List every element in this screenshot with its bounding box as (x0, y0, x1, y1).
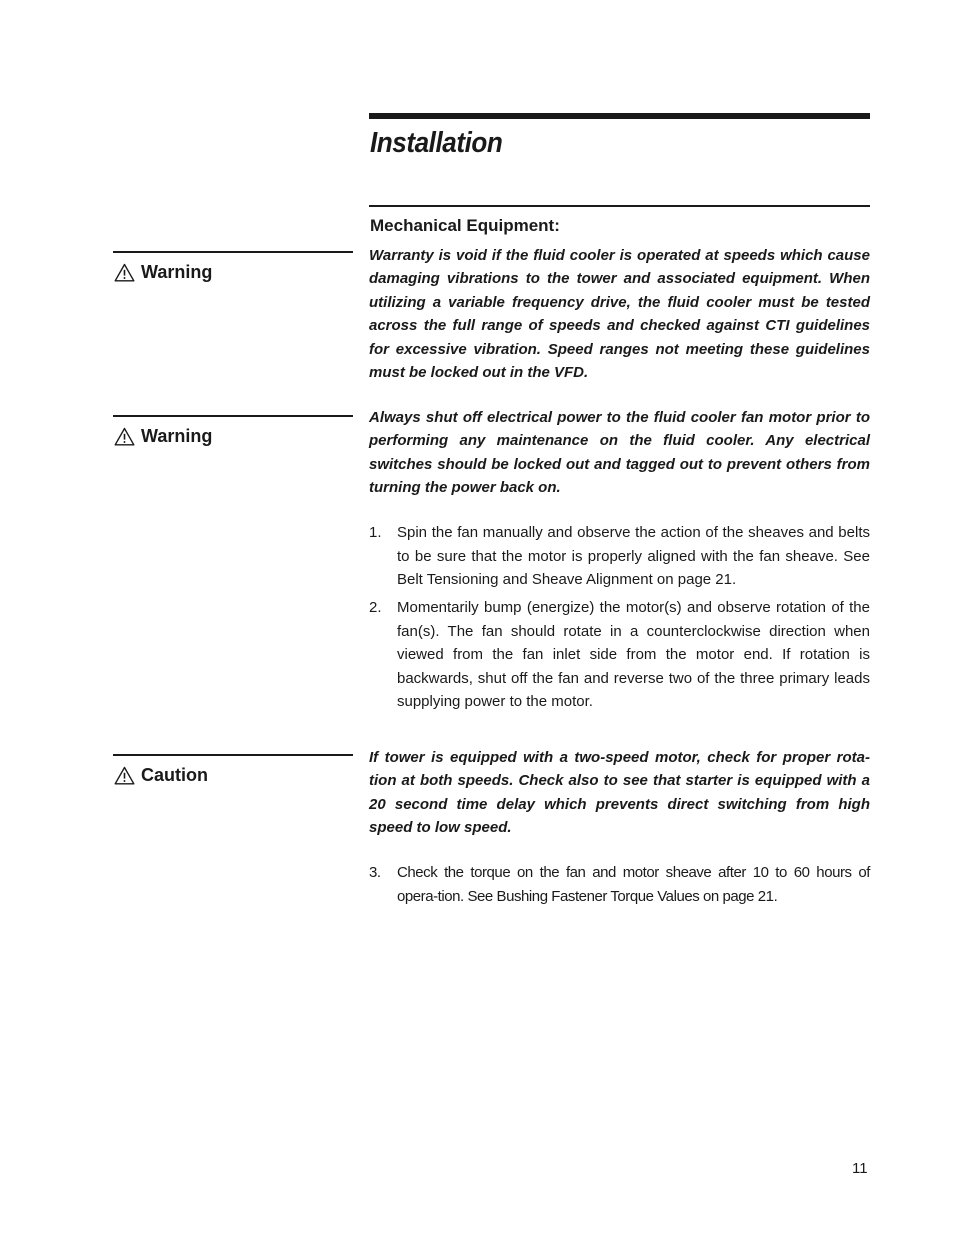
warning-1-text: Warranty is void if the fluid cooler is operated at speeds which cause damaging vibrations to the tower and associated equipment. When utilizing a variable frequency drive, the fluid cooler must be tested across the full range of speeds and checked against CTI guidelines for excessive vibration. Speed ranges not meeting these guidelines must be locked out in the VFD. (369, 247, 870, 382)
warning-2-label (114, 426, 212, 447)
warning-triangle-icon (114, 766, 135, 785)
section-rule (369, 205, 870, 207)
warning-2-label-text: Warning (141, 426, 213, 446)
step-number: 3. (369, 864, 381, 881)
warning-triangle-icon (114, 427, 135, 446)
warning-triangle-icon (114, 263, 135, 282)
warning-2-rule (113, 415, 353, 417)
caution-text: If tower is equipped with a two-speed motor, check for proper rota-tion at both speeds. Check also to see that starter is equipped with a 20 second time delay which prevents direct switching from high speed to low speed. (369, 749, 870, 837)
warning-2-text: Always shut off electrical power to the fluid cooler fan motor prior to performing any maintenance on the fluid cooler. Any electrical switches should be locked out and tagged out to prevent others from turning the power back on. (369, 409, 870, 497)
step-number: 1. (369, 524, 382, 541)
caution-label (114, 765, 208, 786)
step-item-2 (369, 596, 870, 714)
warning-1-label (114, 262, 212, 283)
step-item-3 (369, 861, 870, 908)
step-number: 2. (369, 599, 382, 616)
warning-1-label-text: Warning (141, 262, 213, 282)
step-text: Check the torque on the fan and motor sheave after 10 to 60 hours of opera-tion. See Bushing Fastener Torque Values on page 21. (397, 864, 870, 905)
title-top-rule (369, 113, 870, 119)
section-heading: Mechanical Equipment: (370, 216, 560, 235)
caution-rule (113, 754, 353, 756)
step-text: Momentarily bump (energize) the motor(s) and observe rotation of the fan(s). The fan should rotate in a counterclockwise direction when viewed from the fan inlet side from the motor end. If rotation is backwards, shut off the fan and reverse two of the three primary leads supplying power to the motor. (397, 599, 870, 710)
page-title: Installation (370, 127, 503, 159)
page-number: 11 (852, 1160, 868, 1177)
step-text: Spin the fan manually and observe the action of the sheaves and belts to be sure that the motor is properly aligned with the fan sheave. See Belt Tensioning and Sheave Alignment on page 21. (397, 524, 870, 588)
step-item-1 (369, 521, 870, 592)
caution-label-text: Caution (141, 765, 208, 785)
warning-1-rule (113, 251, 353, 253)
